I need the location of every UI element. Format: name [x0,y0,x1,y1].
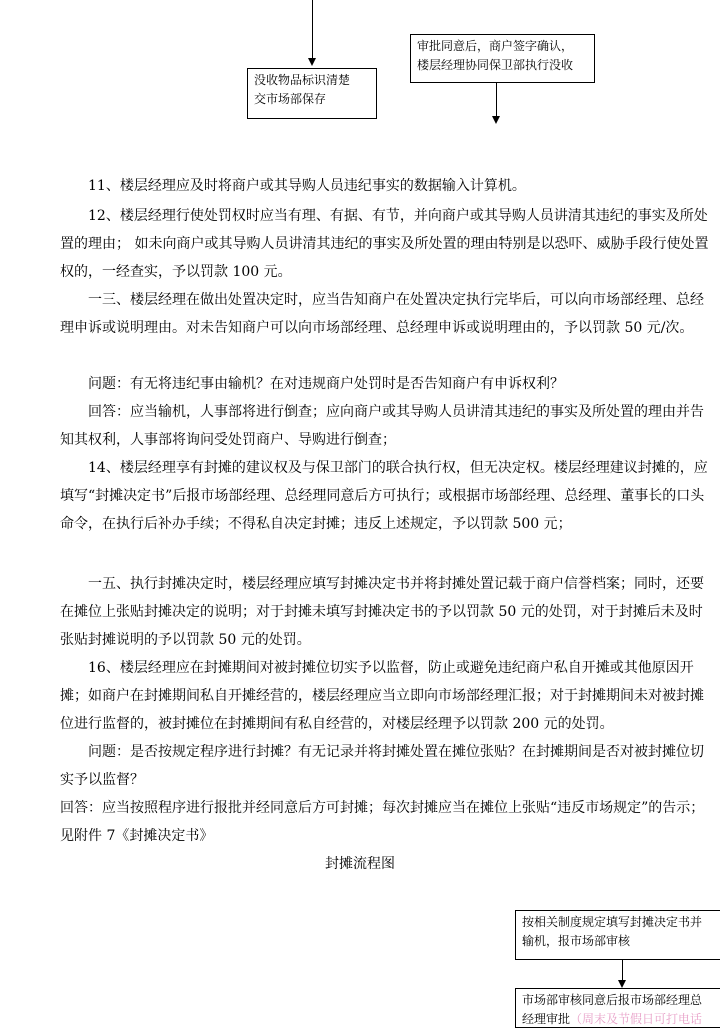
flow-box-review-line2-text: 经理审批 [522,1012,571,1026]
flow-box-confiscate-line1: 没收物品标识清楚 [254,73,351,87]
flow-connector-left [312,0,313,58]
flow-box-confiscate-line2: 交市场部保存 [254,92,327,106]
flow-chart-title: 封摊流程图 [325,856,395,872]
question-1: 问题：有无将违纪事由输机？在对违规商户处罚时是否告知商户有申诉权利？ [88,376,564,392]
flow-box-review-line2 [522,1010,720,1028]
flow-box-review-line1: 市场部审核同意后报市场部经理总 [522,993,703,1007]
paragraph-11: 11、楼层经理应及时将商户或其导购人员违纪事实的数据输入计算机。 [88,178,526,194]
flow-box-fill-line1: 按相关制度规定填写封摊决定书并 [522,915,703,929]
paragraph-12: 12、楼层经理行使处罚权时应当有理、有据、有节，并向商户或其导购人员讲清其违纪的事实及所处置的理由； 如未向商户或其导购人员讲清其违纪的事实及所处置的理由特别是以恐吓、威胁手段行使处置权的，一经查实，予以罚款 100 元。 [60,208,709,280]
flow-box-fill-decision [515,910,720,960]
flow-connector-bottom [622,960,623,980]
flow-box-confiscate [247,68,377,119]
flow-box-review [515,988,720,1028]
paragraph-14: 14、楼层经理享有封摊的建议权及与保卫部门的联合执行权，但无决定权。楼层经理建议封摊的，应填写“封摊决定书”后报市场部经理、总经理同意后方可执行；或根据市场部经理、总经理、董事长的口头命令，在执行后补办手续；不得私自决定封摊；违反上述规定，予以罚款 500 元； [60,460,708,532]
flow-box-approve [410,34,595,83]
arrow-down-icon [618,980,626,988]
arrow-down-icon [308,58,316,66]
paragraph-15: 一五、执行封摊决定时，楼层经理应填写封摊决定书并将封摊处置记载于商户信誉档案；同时，还要在摊位上张贴封摊决定的说明；对于封摊未填写封摊决定书的予以罚款 50 元的处罚，对于封摊后未及时张贴封摊说明的予以罚款 50 元的处罚。 [60,576,704,648]
flow-box-approve-line2: 楼层经理协同保卫部执行没收 [417,58,574,72]
answer-1: 回答：应当输机，人事部将进行倒查；应向商户或其导购人员讲清其违纪的事实及所处置的理由并告知其权利，人事部将询问受处罚商户、导购进行倒查； [60,404,704,448]
flow-box-approve-line1: 审批同意后，商户签字确认， [417,39,574,53]
flow-connector-right [496,83,497,116]
paragraph-13: 一三、楼层经理在做出处置决定时，应当告知商户在处置决定执行完毕后，可以向市场部经理、总经理申诉或说明理由。对未告知商户可以向市场部经理、总经理申诉或说明理由的，予以罚款 50 元/次。 [60,292,704,336]
answer-2: 回答：应当按照程序进行报批并经同意后方可封摊；每次封摊应当在摊位上张贴“违反市场规定”的告示； 见附件 7《封摊决定书》 [60,800,705,844]
paragraph-16: 16、楼层经理应在封摊期间对被封摊位切实予以监督，防止或避免违纪商户私自开摊或其他原因开摊；如商户在封摊期间私自开摊经营的，楼层经理应当立即向市场部经理汇报；对于封摊期间未对被封摊位进行监督的，被封摊位在封摊期间有私自经营的，对楼层经理予以罚款 200 元的处罚。 [60,660,704,732]
arrow-down-icon [492,116,500,124]
flow-box-fill-line2: 输机，报市场部审核 [522,934,631,948]
flow-box-review-note: （周末及节假日可打电话 [570,1012,703,1026]
question-2: 问题：是否按规定程序进行封摊？有无记录并将封摊处置在摊位张贴？在封摊期间是否对被封摊位切实予以监督？ [60,744,704,788]
